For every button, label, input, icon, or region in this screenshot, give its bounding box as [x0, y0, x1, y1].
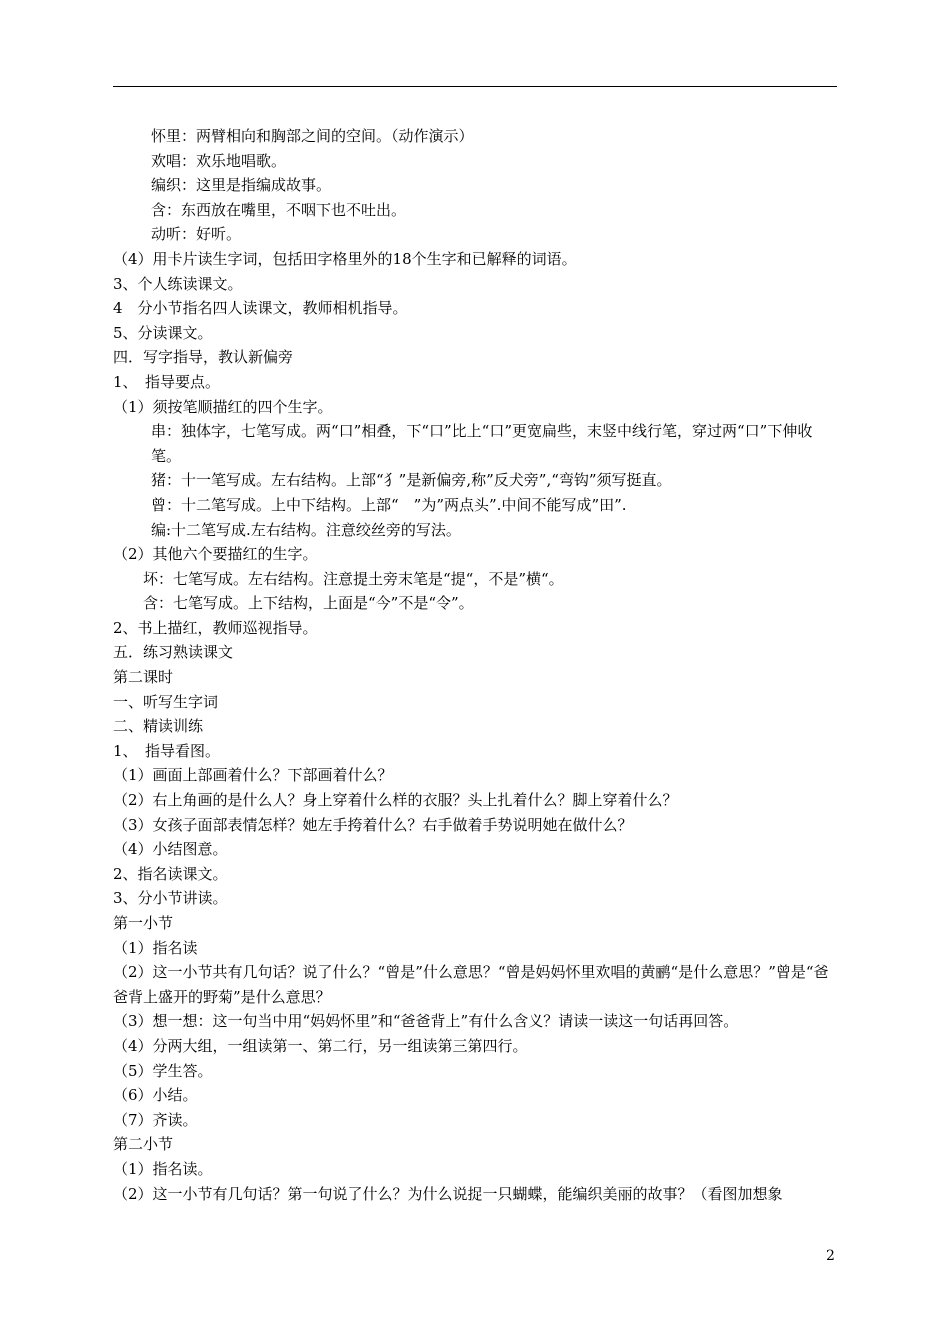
- text-line: （2）这一小节有几句话？第一句说了什么？为什么说捉一只蝴蝶，能编织美丽的故事？（看图加想象: [113, 1184, 783, 1203]
- text-line: 坏：七笔写成。左右结构。注意提土旁末笔是“提“，不是”横“。: [143, 569, 564, 588]
- text-line: （3）女孩子面部表情怎样？她左手挎着什么？右手做着手势说明她在做什么？: [113, 815, 633, 834]
- text-line: （5）学生答。: [113, 1061, 213, 1080]
- text-line: 二、精读训练: [113, 717, 204, 736]
- text-line: 五．练习熟读课文: [113, 643, 234, 662]
- document-body: [113, 124, 837, 1206]
- text-line: 3、分小节讲读。: [113, 889, 228, 908]
- text-line: 欢唱：欢乐地唱歌。: [151, 151, 287, 170]
- text-line: （2）这一小节共有几句话？说了什么？“曾是”什么意思？“曾是妈妈怀里欢唱的黄鹂“是什么意思？”曾是“爸爸背上盛开的野菊”是什么意思？: [113, 963, 829, 1006]
- text-line: 动听：好听。: [151, 225, 242, 244]
- text-line: （1）指名读: [113, 938, 198, 957]
- text-line: 5、分读课文。: [113, 323, 213, 342]
- page-number: 2: [826, 1248, 835, 1264]
- text-line: 怀里：两臂相向和胸部之间的空间。（动作演示）: [151, 127, 474, 145]
- text-line: 第二课时: [113, 668, 174, 687]
- text-line: 含：七笔写成。上下结构，上面是“今”不是“令”。: [143, 594, 474, 613]
- text-line: 1、 指导要点。: [113, 372, 221, 391]
- text-line: （4）分两大组，一组读第一、第二行，另一组读第三第四行。: [113, 1036, 528, 1055]
- text-line: （6）小结。: [113, 1086, 198, 1105]
- text-line: （1）须按笔顺描红的四个生字。: [113, 397, 333, 416]
- text-line: 3、个人练读课文。: [113, 274, 243, 293]
- text-line: 第二小节: [113, 1135, 174, 1154]
- text-line: 2、书上描红，教师巡视指导。: [113, 618, 318, 637]
- text-line: 2、指名读课文。: [113, 864, 228, 883]
- text-line: 四．写字指导，教认新偏旁: [113, 348, 294, 367]
- text-line: 串：独体字，七笔写成。两“口”相叠，下“口”比上“口”更宽扁些，末竖中线行笔，穿过两“口”下伸收笔。: [151, 422, 813, 465]
- text-line: （4）小结图意。: [113, 840, 228, 859]
- text-line: 4 分小节指名四人读课文，教师相机指导。: [113, 299, 408, 318]
- text-line: （1）指名读。: [113, 1159, 213, 1178]
- text-line: （7）齐读。: [113, 1110, 198, 1129]
- text-line: 曾：十二笔写成。上中下结构。上部“ ”为”两点头”.中间不能写成”田”.: [151, 495, 627, 514]
- text-line: （3）想一想：这一句当中用“妈妈怀里”和“爸爸背上”有什么含义？请读一读这一句话再回答。: [113, 1012, 739, 1031]
- text-line: 第一小节: [113, 914, 174, 932]
- text-line: 猪：十一笔写成。左右结构。上部“犭”是新偏旁,称”反犬旁”,“弯钩”须写挺直。: [151, 471, 672, 490]
- text-line: 含：东西放在嘴里，不咽下也不吐出。: [151, 200, 407, 219]
- text-line: 1、 指导看图。: [113, 741, 221, 760]
- text-line: （4）用卡片读生字词，包括田字格里外的18个生字和已解释的词语。: [113, 249, 577, 268]
- header-rule: [113, 86, 837, 87]
- text-line: （2）其他六个要描红的生字。: [113, 545, 318, 564]
- text-line: 编织：这里是指编成故事。: [151, 176, 332, 195]
- text-line: （2）右上角画的是什么人？身上穿着什么样的衣服？头上扎着什么？脚上穿着什么？: [113, 791, 678, 810]
- text-line: （1）画面上部画着什么？下部画着什么？: [113, 766, 393, 785]
- text-line: 一、听写生字词: [113, 692, 219, 711]
- text-line: 编:十二笔写成.左右结构。注意绞丝旁的写法。: [151, 520, 461, 539]
